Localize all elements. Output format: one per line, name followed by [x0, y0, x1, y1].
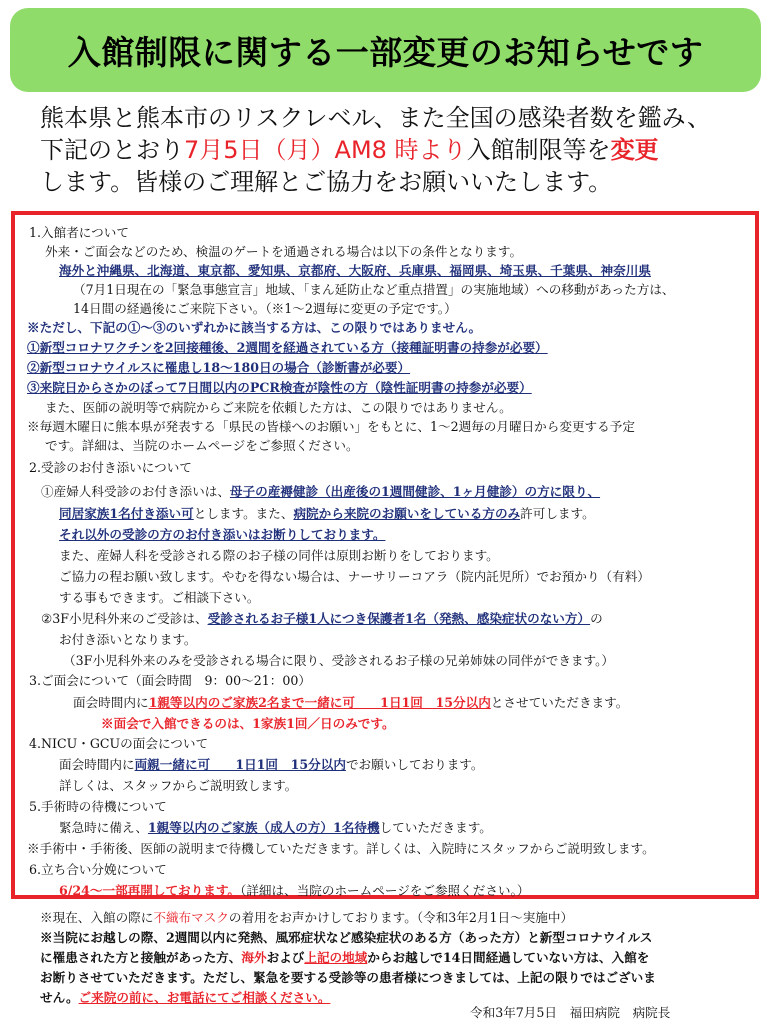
section-2-text: 許可します。	[520, 506, 595, 521]
section-2-text: の	[590, 611, 603, 626]
footer-text: の着用をお声かけしております。（令和3年2月1日～実施中）	[228, 910, 574, 925]
section-5-heading: 5.手術時の待機について	[29, 799, 167, 814]
lead-line-2	[40, 134, 766, 166]
exception-condition-3: ③来院日からさかのぼって7日間以内のPCR検査が陰性の方（陰性証明書の持参が必要）	[27, 380, 532, 395]
visiting-rule: 1親等以内のご家族2名まで一緒に可 1日1回 15分以内	[148, 695, 491, 710]
section-5-line	[59, 819, 492, 836]
lead-line-1: 熊本県と熊本市のリスクレベル、また全国の感染者数を鑑み、	[40, 104, 712, 132]
section-5-text: 緊急時に備え、	[59, 820, 148, 835]
companion-limit: 同居家族1名付き添い可	[59, 506, 194, 521]
call-ahead-note: ご来院の前に、お電話にてご相談ください。	[78, 990, 331, 1005]
exception-condition-2: ②新型コロナウイルスに罹患し18～180日の場合（診断書が必要）	[27, 360, 411, 375]
section-1-text: 14日間の経過後にご来院下さい。（※1～2週毎に変更の予定です。）	[73, 301, 457, 316]
section-4-text: 詳しくは、スタッフからご説明致します。	[59, 778, 298, 793]
lead-line-3: します。皆様のご理解とご協力をお願いいたします。	[40, 168, 613, 196]
footer-text: ※現在、入館の際に	[40, 910, 154, 925]
contact-note-line-1: ※当院にお越しの際、2週間以内に発熱、風邪症状など感染症状のある方（あった方）と新型コロナウイルス	[40, 930, 653, 945]
overseas-emphasis: 海外	[241, 950, 267, 965]
footer-text: からお越しで14日間経過していない方は、入館を	[367, 950, 650, 965]
contact-note-line-3: お断りさせていただきます。ただし、緊急を要する受診等の患者様につきましては、上記の限りではございま	[40, 970, 656, 985]
mask-note	[40, 909, 751, 927]
effective-date: 7月5日（月）AM8 時より	[184, 136, 467, 164]
section-4-heading: 4.NICU・GCUの面会について	[29, 736, 209, 751]
change-emphasis: 変更	[610, 136, 659, 164]
mask-emphasis: 不織布マスク	[153, 910, 229, 925]
section-1-text: ※毎週木曜日に熊本県が発表する「県民の皆様へのお願い」をもとに、1～2週毎の月曜日から変更する予定	[27, 419, 635, 434]
delivery-resumed: 6/24～一部再開しております。	[59, 883, 241, 898]
companion-refusal: それ以外の受診の方のお付き添いはお断りしております。	[59, 527, 386, 542]
exception-note: ※ただし、下記の①～③のいずれかに該当する方は、この限りではありません。	[27, 320, 482, 335]
section-4-line	[59, 756, 483, 773]
section-5-text: していただきます。	[379, 820, 492, 835]
section-5-text: ※手術中・手術後、医師の説明まで待機していただきます。詳しくは、入院時にスタッフからご説明致します。	[27, 841, 655, 856]
section-2-text: する事もできます。ご相談下さい。	[59, 590, 260, 605]
lead-text: 下記のとおり	[40, 136, 184, 164]
lead-text: 入館制限等を	[466, 136, 611, 164]
footer-text: および	[266, 950, 305, 965]
section-2-line	[59, 505, 595, 522]
section-2-text: ご協力の程お願い致します。やむを得ない場合は、ナーサリーコアラ（院内託児所）でお預かり（有料）	[59, 569, 650, 584]
section-3-text: 面会時間内に	[73, 695, 149, 710]
section-4-text: 面会時間内に	[59, 757, 135, 772]
visiting-note: ※面会で入館できるのは、1家族1回／日のみです。	[101, 716, 395, 731]
section-2-heading: 2.受診のお付き添いについて	[29, 460, 192, 475]
section-2-text: お付き添いとなります。	[59, 632, 197, 647]
contact-note-line-2	[40, 949, 751, 967]
section-1-intro: 外来・ご面会などのため、検温のゲートを通過される場合は以下の条件となります。	[45, 244, 523, 259]
section-2-line	[41, 610, 603, 627]
section-1-heading: 1.入館者について	[29, 225, 129, 240]
restricted-regions: 海外と沖縄県、北海道、東京都、愛知県、京都府、大阪府、兵庫県、福岡県、埼玉県、千葉県、神奈川県	[59, 263, 651, 278]
section-2-text: とします。また、	[193, 506, 294, 521]
footer-text: に罹患された方と接触があった方、	[40, 950, 242, 965]
signature: 令和3年7月5日 福田病院 病院長	[470, 1005, 671, 1020]
section-3-heading: 3.ご面会について（面会時間 9：00～21：00）	[29, 673, 311, 688]
obstetrics-condition: 母子の産褥健診（出産後の1週間健診、1ヶ月健診）の方に限り、	[229, 484, 601, 499]
section-2-text: ②3F小児科外来のご受診は、	[41, 611, 208, 626]
section-2-text: また、産婦人科を受診される際のお子様の同伴は原則お断りをしております。	[59, 548, 499, 563]
section-1-text: （7月1日現在の「緊急事態宣言」地域、「まん延防止など重点措置」の実施地域）への移動があった方は、	[73, 282, 675, 297]
requested-visitors: 病院から来院のお願いをしている方のみ	[293, 506, 521, 521]
pediatrics-condition: 受診されるお子様1人につき保護者1名（発熱、感染症状のない方）	[207, 611, 591, 626]
section-3-text: とさせていただきます。	[490, 695, 629, 710]
restrictions-box	[11, 211, 759, 899]
section-2-line	[41, 483, 600, 500]
section-3-line	[73, 694, 628, 711]
footer-text: せん。	[40, 990, 79, 1005]
surgery-waiting-rule: 1親等以内のご家族（成人の方）1名待機	[147, 820, 380, 835]
section-6-line	[59, 882, 529, 899]
section-2-text: ①産婦人科受診のお付き添いは、	[41, 484, 230, 499]
nicu-visiting-rule: 両親一緒に可 1日1回 15分以内	[134, 757, 346, 772]
section-4-text: でお願いしております。	[345, 757, 484, 772]
exception-condition-1: ①新型コロナワクチンを2回接種後、2週間を経過されている方（接種証明書の持参が必要）	[27, 340, 548, 355]
page-title: 入館制限に関する一部変更のお知らせです	[67, 32, 704, 72]
title-banner	[10, 8, 761, 92]
regions-emphasis: 上記の地域	[304, 950, 368, 965]
section-2-text: （3F小児科外来のみを受診される場合に限り、受診されるお子様の兄弟姉妹の同伴ができます。）	[63, 653, 614, 668]
lead-paragraph	[40, 102, 766, 198]
section-1-text: です。詳細は、当院のホームページをご参照ください。	[45, 438, 359, 453]
section-6-text: （詳細は、当院のホームページをご参照ください。）	[240, 883, 530, 898]
section-1-text: また、医師の説明等で病院からご来院を依頼した方は、この限りではありません。	[45, 400, 512, 415]
section-6-heading: 6.立ち合い分娩について	[29, 862, 167, 877]
